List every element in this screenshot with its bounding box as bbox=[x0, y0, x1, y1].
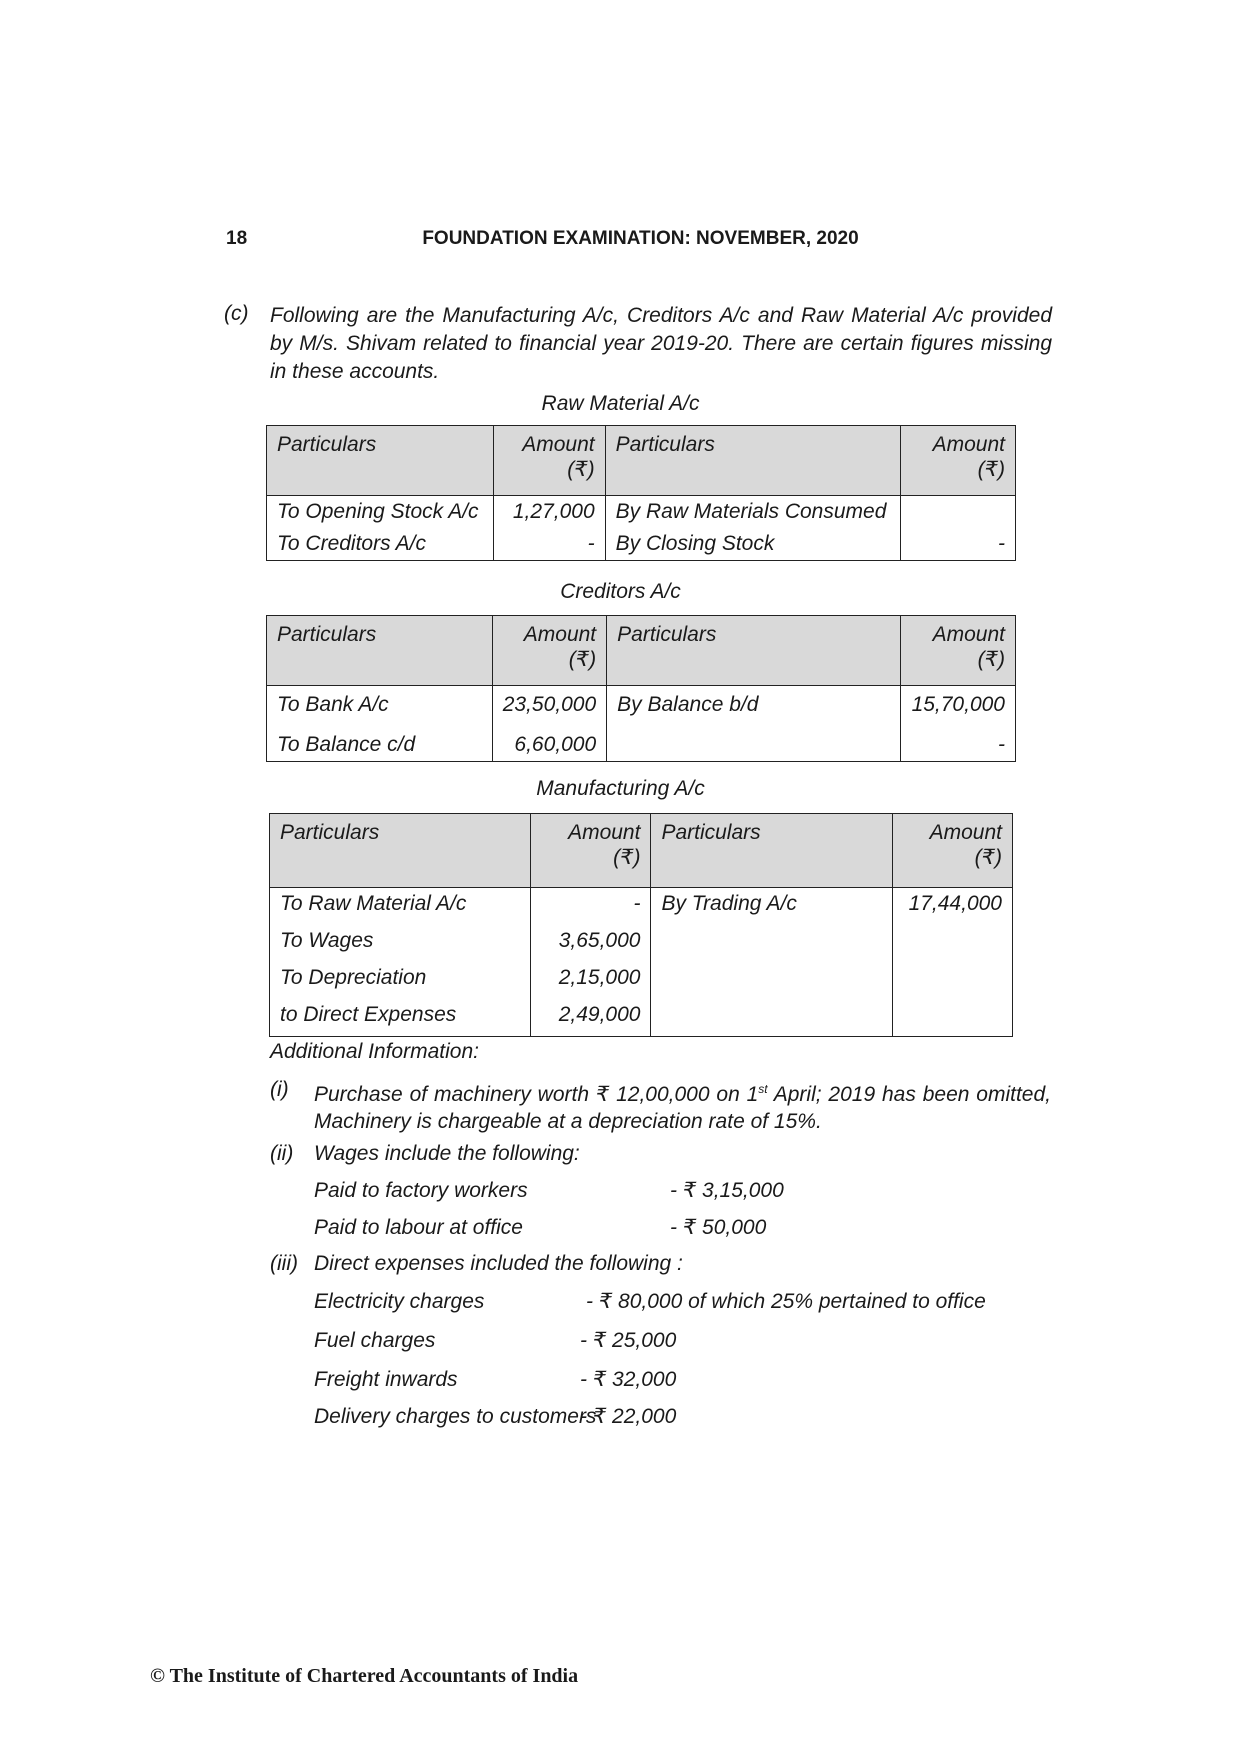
item-number: (ii) bbox=[270, 1142, 294, 1165]
header-particulars: Particulars bbox=[267, 426, 494, 496]
header-amount: Amount (₹) bbox=[901, 426, 1016, 496]
table-row bbox=[270, 888, 1013, 926]
table-row bbox=[267, 528, 1016, 561]
table-row bbox=[267, 496, 1016, 529]
detail-value: - ₹ 25,000 bbox=[580, 1329, 677, 1352]
cr-particular bbox=[651, 999, 893, 1037]
dr-particular: To Depreciation bbox=[270, 962, 531, 999]
header-amount: Amount (₹) bbox=[530, 814, 651, 888]
dr-amount: 3,65,000 bbox=[530, 925, 651, 962]
header-amount: Amount (₹) bbox=[493, 426, 605, 496]
cr-particular: By Raw Materials Consumed bbox=[605, 496, 900, 529]
cr-particular: By Closing Stock bbox=[605, 528, 900, 561]
detail-value: - ₹ 3,15,000 bbox=[670, 1179, 784, 1202]
page-header: FOUNDATION EXAMINATION: NOVEMBER, 2020 bbox=[422, 228, 859, 249]
cr-amount bbox=[892, 999, 1012, 1037]
header-particulars: Particulars bbox=[607, 616, 901, 686]
header-amount: Amount (₹) bbox=[492, 616, 606, 686]
creditors-table bbox=[266, 615, 1016, 762]
dr-amount: - bbox=[493, 528, 605, 561]
dr-particular: to Direct Expenses bbox=[270, 999, 531, 1037]
dr-particular: To Opening Stock A/c bbox=[267, 496, 494, 529]
page-number: 18 bbox=[226, 228, 248, 249]
raw-material-table bbox=[266, 425, 1016, 561]
page-footer: © The Institute of Chartered Accountants of India bbox=[150, 1665, 579, 1687]
detail-value: - ₹ 32,000 bbox=[580, 1368, 677, 1391]
table-row bbox=[270, 962, 1013, 999]
dr-amount: 2,15,000 bbox=[530, 962, 651, 999]
cr-particular bbox=[651, 925, 893, 962]
detail-label: Fuel charges bbox=[314, 1329, 436, 1352]
dr-amount: 1,27,000 bbox=[493, 496, 605, 529]
table-header-row bbox=[267, 616, 1016, 686]
cr-amount: 15,70,000 bbox=[901, 686, 1016, 730]
item-text: Wages include the following: bbox=[314, 1142, 580, 1165]
cr-amount bbox=[892, 925, 1012, 962]
dr-particular: To Raw Material A/c bbox=[270, 888, 531, 926]
manufacturing-title: Manufacturing A/c bbox=[536, 777, 705, 800]
question-intro: Following are the Manufacturing A/c, Creditors A/c and Raw Material A/c provided by M/s. Shivam related to financial year 2019-20. There are certain figures missing in these accounts. bbox=[270, 304, 1052, 383]
cr-amount bbox=[892, 962, 1012, 999]
dr-amount: 6,60,000 bbox=[492, 729, 606, 762]
dr-particular: To Wages bbox=[270, 925, 531, 962]
dr-particular: To Creditors A/c bbox=[267, 528, 494, 561]
dr-amount: 2,49,000 bbox=[530, 999, 651, 1037]
table-header-row bbox=[267, 426, 1016, 496]
table-row bbox=[270, 999, 1013, 1037]
header-particulars: Particulars bbox=[267, 616, 493, 686]
detail-label: Freight inwards bbox=[314, 1368, 458, 1391]
dr-particular: To Bank A/c bbox=[267, 686, 493, 730]
item-number: (iii) bbox=[270, 1252, 298, 1275]
cr-amount: - bbox=[901, 729, 1016, 762]
creditors-title: Creditors A/c bbox=[560, 580, 681, 603]
cr-amount: 17,44,000 bbox=[892, 888, 1012, 926]
detail-label: Delivery charges to customers bbox=[314, 1405, 597, 1428]
header-particulars: Particulars bbox=[651, 814, 893, 888]
question-label: (c) bbox=[224, 302, 249, 325]
table-header-row bbox=[270, 814, 1013, 888]
manufacturing-table bbox=[269, 813, 1013, 1037]
cr-particular: By Trading A/c bbox=[651, 888, 893, 926]
additional-heading: Additional Information: bbox=[270, 1040, 479, 1063]
detail-label: Paid to factory workers bbox=[314, 1179, 528, 1202]
cr-particular bbox=[651, 962, 893, 999]
header-amount: Amount (₹) bbox=[901, 616, 1016, 686]
dr-amount: 23,50,000 bbox=[492, 686, 606, 730]
header-particulars: Particulars bbox=[270, 814, 531, 888]
dr-particular: To Balance c/d bbox=[267, 729, 493, 762]
detail-value: - ₹ 50,000 bbox=[670, 1216, 767, 1239]
item-text: Direct expenses included the following : bbox=[314, 1252, 683, 1275]
detail-value: - ₹ 80,000 of which 25% pertained to office bbox=[586, 1290, 986, 1313]
table-row bbox=[267, 729, 1016, 762]
cr-particular bbox=[607, 729, 901, 762]
header-particulars: Particulars bbox=[605, 426, 900, 496]
detail-value: - ₹ 22,000 bbox=[580, 1405, 677, 1428]
dr-amount: - bbox=[530, 888, 651, 926]
table-row bbox=[270, 925, 1013, 962]
item-number: (i) bbox=[270, 1078, 289, 1101]
table-row bbox=[267, 686, 1016, 730]
detail-label: Electricity charges bbox=[314, 1290, 485, 1313]
cr-amount: - bbox=[901, 528, 1016, 561]
header-amount: Amount (₹) bbox=[892, 814, 1012, 888]
cr-amount bbox=[901, 496, 1016, 529]
raw-material-title: Raw Material A/c bbox=[541, 392, 700, 415]
detail-label: Paid to labour at office bbox=[314, 1216, 523, 1239]
cr-particular: By Balance b/d bbox=[607, 686, 901, 730]
item-text: Purchase of machinery worth ₹ 12,00,000 on 1st April; 2019 has been omitted, Machinery is chargeable at a depreciation rate of 15%. bbox=[314, 1082, 1051, 1133]
